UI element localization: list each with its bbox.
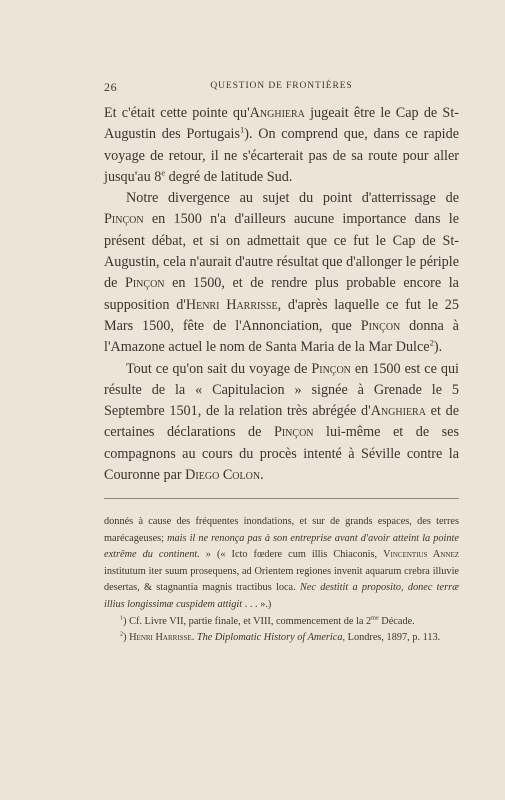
person-name: Vincentius Annez xyxy=(383,549,460,561)
person-name: Pinçon xyxy=(104,211,144,228)
person-name: Pinçon xyxy=(360,317,401,334)
person-name: Henri Harrisse xyxy=(129,632,192,644)
page-header xyxy=(104,80,459,98)
ordinal-superscript: me xyxy=(371,614,379,622)
body-text xyxy=(104,103,459,486)
running-head: QUESTION DE FRONTIÈRES xyxy=(210,81,353,91)
book-title: The Diplomatic History of America, xyxy=(196,632,346,644)
footnote-ref: 1 xyxy=(239,124,245,135)
paragraph-1: Et c'était cette pointe qu'Anghiera jugeait être le Cap de St-Augustin des Portugais$^1$). On comprend que, dans ce rapide voyage de retour, il ne s'écarterait pas de sa route pour aller jusqu'au 8e degré de latitude Sud. xyxy=(104,105,459,185)
person-name: Anghiera xyxy=(249,105,305,121)
person-name: Pinçon xyxy=(273,424,314,441)
paragraph-3: Tout ce qu'on sait du voyage de Pinçon en 1500 est ce qui résulte de la « Capitulacion » signée à Grenade le 5 Septembre 1501, de la relation très abrégée d'Anghiera et de certaines déclarations de Pinçon lui-même et de ses compagnons au cours du procès intenté à Séville contre la Couronne par Diego Colon. xyxy=(104,360,459,484)
footnote-mark: 1 xyxy=(120,614,124,622)
person-name: Anghiera xyxy=(370,403,426,420)
paragraph-2: Notre divergence au sujet du point d'atterrissage de Pinçon en 1500 n'a d'ailleurs aucune importance dans le présent débat, et si on admettait que ce fut le Cap de St-Augustin, cela n'aurait d'autre résultat que d'allonger le périple de Pinçon en 1500, et de rendre plus probable encore la supposition d'Henri Harrisse, d'après laquelle ce fut le 25 Mars 1500, fête de l'Annonciation, que Pinçon donna à l'Amazone actuel le nom de Santa Maria de la Mar Dulce$^2$). xyxy=(104,190,459,356)
footnote-mark: 2 xyxy=(120,630,124,638)
ordinal-superscript: e xyxy=(161,167,166,178)
footnote-divider xyxy=(104,498,459,499)
footnote-1: $^1$) Cf. Livre VII, partie finale, et VIII, commencement de la $2^{me}$ Décade. xyxy=(120,614,415,627)
person-name: Diego Colon xyxy=(185,467,261,484)
footnote-2: $^2$) Henri Harrisse. The Diplomatic History of America, Londres, 1897, p. 113. xyxy=(120,630,441,644)
person-name: Pinçon xyxy=(124,275,165,292)
footnotes xyxy=(104,514,459,647)
footnote-ref: 2 xyxy=(429,337,434,348)
footnote-continuation: donnés à cause des fréquentes inondations, et sur de grands espaces, des terres marécageuses; mais il ne renonça pas à son entreprise avant d'avoir atteint la pointe extrême du continent. » (« Icto fœdere cum illis Chiaconis, Vincentius Annez institutum iter suum prosequens, ad Orientem regiones invenit aquarum crebra illuvie desertas, & stagnantia magnis tractibus loca. Nec destitit a proposito, donec terræ illius longissimæ cuspidem attigit . . . ».) xyxy=(104,516,460,610)
person-name: Pinçon xyxy=(311,360,351,377)
person-name: Henri Harrisse xyxy=(185,296,278,313)
page-number: 26 xyxy=(104,80,118,94)
